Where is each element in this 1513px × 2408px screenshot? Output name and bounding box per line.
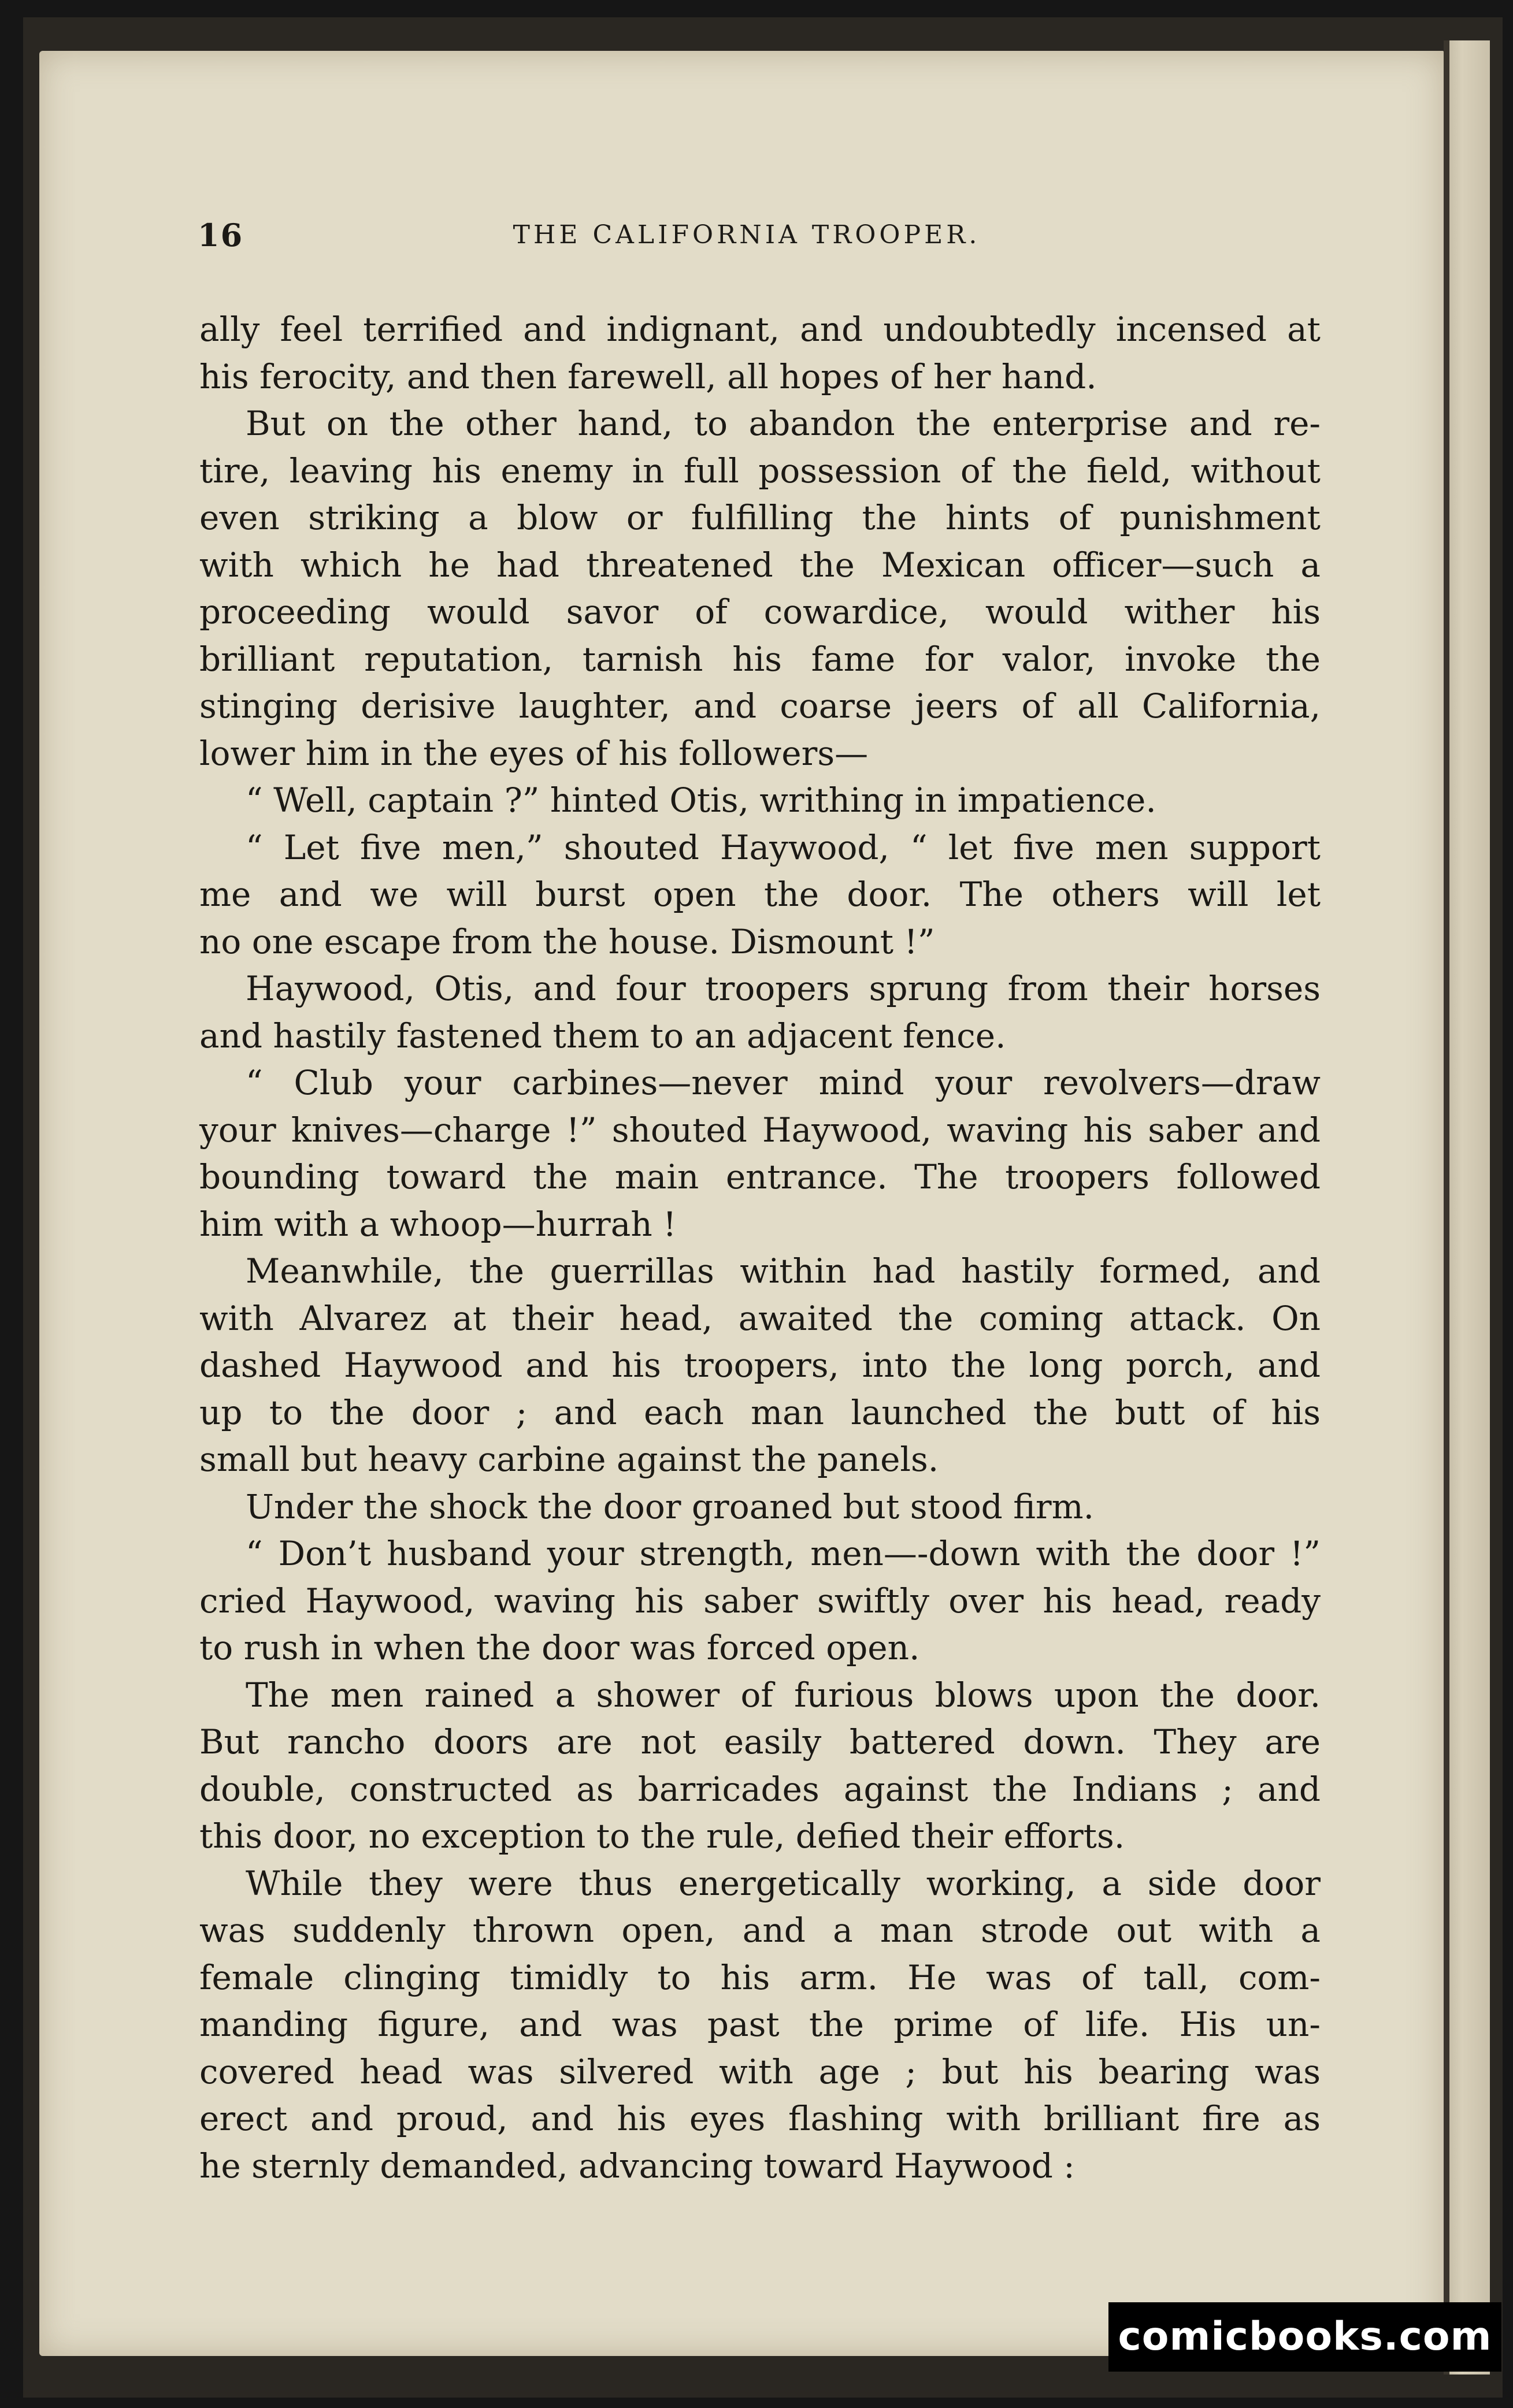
text-line: to rush in when the door was forced open. xyxy=(199,1628,920,1667)
text-line: him with a whoop—hurrah ! xyxy=(199,1204,677,1244)
text-line: “ Don’t husband your strength, men—-down with the door !” xyxy=(246,1534,1321,1573)
text-line: stinging derisive laughter, and coarse jeers of all California, xyxy=(199,686,1321,726)
text-line: manding figure, and was past the prime of life. His un- xyxy=(199,2005,1321,2044)
book-gutter xyxy=(1444,40,1449,2374)
text-line: “ Club your carbines—never mind your revolvers—draw xyxy=(246,1063,1321,1102)
text-line: Under the shock the door groaned but stood firm. xyxy=(246,1487,1095,1526)
text-line: covered head was silvered with age ; but his bearing was xyxy=(199,2052,1321,2091)
text-line: erect and proud, and his eyes flashing with brilliant fire as xyxy=(199,2099,1321,2138)
text-line: small but heavy carbine against the panels. xyxy=(199,1440,939,1479)
text-line: was suddenly thrown open, and a man strode out with a xyxy=(199,1911,1321,1950)
text-line: Meanwhile, the guerrillas within had hastily formed, and xyxy=(246,1251,1321,1291)
text-line: your knives—charge !” shouted Haywood, waving his saber and xyxy=(199,1110,1321,1150)
text-line: lower him in the eyes of his followers— xyxy=(199,733,869,773)
text-line: even striking a blow or fulfilling the hints of punishment xyxy=(199,498,1321,537)
text-line: proceeding would savor of cowardice, would wither his xyxy=(199,592,1321,631)
page-number: 16 xyxy=(198,217,244,254)
text-line: with which he had threatened the Mexican officer—such a xyxy=(199,545,1321,585)
text-line: dashed Haywood and his troopers, into the long porch, and xyxy=(199,1346,1321,1385)
text-line: “ Well, captain ?” hinted Otis, writhing in impatience. xyxy=(246,781,1156,820)
running-head xyxy=(157,217,1336,269)
text-line: bounding toward the main entrance. The troopers followed xyxy=(199,1157,1321,1196)
text-line: me and we will burst open the door. The others will let xyxy=(199,875,1321,914)
text-line: he sternly demanded, advancing toward Haywood : xyxy=(199,2146,1075,2186)
text-line: But on the other hand, to abandon the enterprise and re- xyxy=(246,404,1321,443)
text-line: Haywood, Otis, and four troopers sprung from their horses xyxy=(246,969,1321,1008)
text-line: his ferocity, and then farewell, all hopes of her hand. xyxy=(199,356,1097,396)
text-line: brilliant reputation, tarnish his fame for valor, invoke the xyxy=(199,639,1321,679)
text-line: The men rained a shower of furious blows upon the door. xyxy=(246,1675,1321,1715)
text-line: tire, leaving his enemy in full possession of the field, without xyxy=(199,451,1321,490)
text-line: up to the door ; and each man launched the butt of his xyxy=(199,1392,1321,1432)
next-page-edge xyxy=(1444,40,1490,2374)
text-line: and hastily fastened them to an adjacent fence. xyxy=(199,1016,1006,1056)
text-line: this door, no exception to the rule, defied their efforts. xyxy=(199,1816,1125,1856)
text-line: with Alvarez at their head, awaited the coming attack. On xyxy=(199,1298,1321,1338)
text-line: double, constructed as barricades against the Indians ; and xyxy=(199,1769,1321,1809)
text-line: “ Let five men,” shouted Haywood, “ let five men support xyxy=(246,827,1321,867)
text-line: female clinging timidly to his arm. He was of tall, com- xyxy=(199,1957,1321,1997)
watermark-stamp: comicbooks.com xyxy=(1108,2302,1501,2372)
text-line: But rancho doors are not easily battered down. They are xyxy=(199,1722,1321,1762)
page-body-text xyxy=(199,306,1321,2190)
text-line: While they were thus energetically working, a side door xyxy=(246,1863,1321,1903)
text-line: ally feel terrified and indignant, and undoubtedly incensed at xyxy=(199,310,1321,349)
text-line: cried Haywood, waving his saber swiftly over his head, ready xyxy=(199,1581,1321,1621)
text-line: no one escape from the house. Dismount !” xyxy=(199,921,935,961)
book-title: THE CALIFORNIA TROOPER. xyxy=(513,220,981,250)
